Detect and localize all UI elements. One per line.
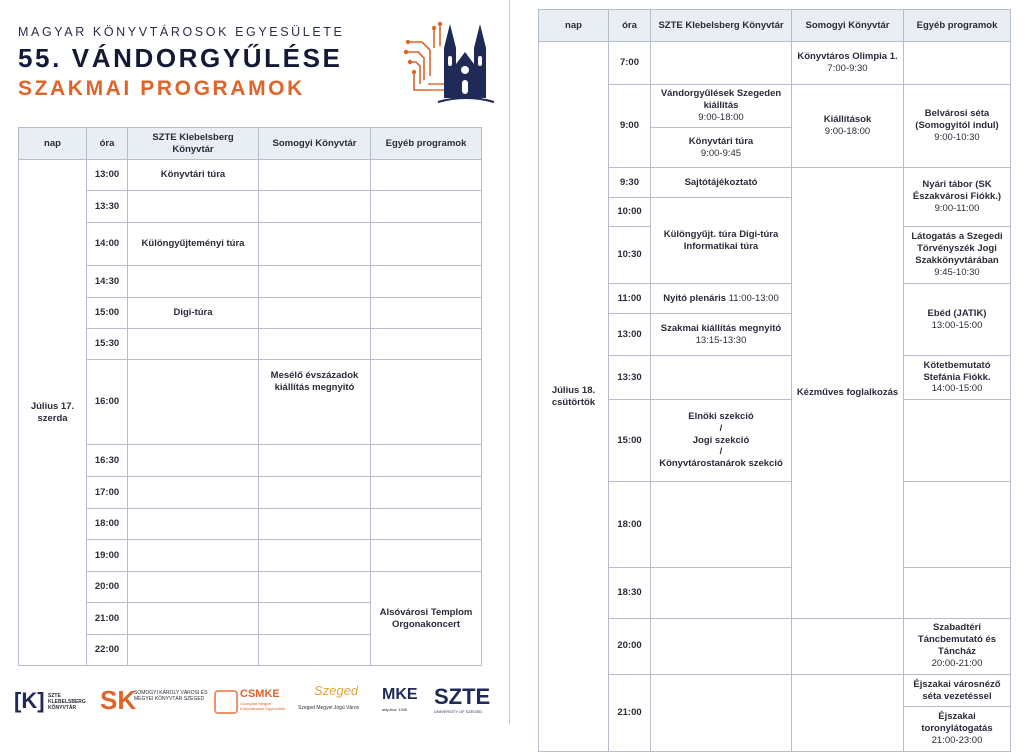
empty-cell	[651, 618, 792, 674]
time-cell: 18:00	[609, 482, 651, 568]
somogyi-sk-icon: SK	[100, 685, 137, 715]
time-cell: 21:00	[87, 603, 128, 635]
time-cell: 16:30	[87, 445, 128, 477]
time-cell: 22:00	[87, 635, 128, 666]
somogyi-logo: SK SOMOGYI KÁROLY VÁROSI ÉS MEGYEI KÖNYVTÁR SZEGED	[100, 685, 208, 715]
empty-cell	[371, 298, 482, 329]
time-cell: 13:30	[609, 356, 651, 400]
empty-cell	[371, 540, 482, 572]
empty-cell	[259, 223, 371, 266]
time-cell: 15:30	[87, 329, 128, 360]
time-cell: 20:00	[87, 572, 128, 603]
empty-cell	[904, 568, 1011, 619]
empty-cell	[651, 42, 792, 85]
empty-cell	[259, 572, 371, 603]
empty-cell	[792, 674, 904, 751]
col-header-ora: óra	[609, 10, 651, 42]
empty-cell	[128, 329, 259, 360]
col-header-nap: nap	[539, 10, 609, 42]
empty-cell	[371, 509, 482, 540]
empty-cell	[651, 568, 792, 619]
program-cell: Nyitó plenáris 11:00-13:00	[651, 284, 792, 314]
col-header-nap: nap	[19, 128, 87, 160]
program-cell: Szakmai kiállítás megnyitó 13:15-13:30	[651, 314, 792, 356]
klebelsberg-logo: [K] SZTE KLEBELSBERG KÖNYVTÁR	[14, 688, 86, 713]
empty-cell	[128, 477, 259, 509]
program-cell: Könyvtári túra	[128, 160, 259, 191]
time-cell: 9:00	[609, 85, 651, 168]
cathedral-logo-icon	[400, 18, 496, 110]
schedule-table-day1	[18, 127, 482, 666]
empty-cell	[259, 477, 371, 509]
klebelsberg-k-icon: [K]	[14, 688, 45, 713]
time-cell: 19:00	[87, 540, 128, 572]
empty-cell	[259, 266, 371, 298]
col-header-somogyi: Somogyi Könyvtár	[259, 128, 371, 160]
day-label: Július 18. csütörtök	[539, 42, 609, 752]
program-cell: Könyvtári túra 9:00-9:45	[651, 128, 792, 168]
time-cell: 13:00	[609, 314, 651, 356]
empty-cell	[904, 42, 1011, 85]
empty-cell	[128, 540, 259, 572]
program-cell: Éjszakai városnéző séta vezetéssel Éjszakai toronylátogatás 21:00-23:00	[904, 674, 1011, 751]
csmke-logo: CSMKE Csongrád Megyei Könyvtárosok Egyesülete	[214, 684, 288, 718]
program-cell: Alsóvárosi Templom Orgonakoncert	[371, 572, 482, 666]
empty-cell	[259, 635, 371, 666]
program-cell: Különgyűjteményi túra	[128, 223, 259, 266]
col-header-szte: SZTE Klebelsberg Könyvtár	[128, 128, 259, 160]
time-cell: 13:00	[87, 160, 128, 191]
program-cell: Könyvtáros Olimpia 1. 7:00-9:30	[792, 42, 904, 85]
time-cell: 16:00	[87, 360, 128, 445]
empty-cell	[128, 635, 259, 666]
empty-cell	[259, 540, 371, 572]
empty-cell	[904, 482, 1011, 568]
time-cell: 15:00	[609, 400, 651, 482]
empty-cell	[371, 360, 482, 445]
time-cell: 10:30	[609, 227, 651, 284]
time-cell: 11:00	[609, 284, 651, 314]
left-page	[0, 0, 508, 724]
empty-cell	[128, 572, 259, 603]
col-header-ora: óra	[87, 128, 128, 160]
empty-cell	[651, 674, 792, 751]
program-cell: Kiállítások 9:00-18:00	[792, 85, 904, 168]
empty-cell	[259, 603, 371, 635]
time-cell: 13:30	[87, 191, 128, 223]
time-cell: 18:00	[87, 509, 128, 540]
empty-cell	[371, 445, 482, 477]
empty-cell	[371, 160, 482, 191]
program-cell: Kézműves foglalkozás	[792, 168, 904, 619]
empty-cell	[259, 329, 371, 360]
time-cell: 14:30	[87, 266, 128, 298]
program-cell: Kötetbemutató Stefánia Fiókk. 14:00-15:00	[904, 356, 1011, 400]
program-cell: Vándorgyűlések Szegeden kiállítás 9:00-18:00	[651, 85, 792, 128]
mke-logo: MKE alapítva: 1935	[382, 686, 418, 712]
program-cell: Különgyűjt. túra Digi-túra Informatikai túra	[651, 198, 792, 284]
page-title: 55. VÁNDORGYŰLÉSE	[18, 43, 343, 73]
schedule-table-day2	[538, 9, 1011, 752]
szte-logo: SZTE UNIVERSITY OF SZEGED	[434, 684, 491, 714]
empty-cell	[904, 400, 1011, 482]
sponsor-logos	[14, 684, 504, 718]
right-page	[511, 0, 1024, 747]
program-cell: Nyári tábor (SK Északvárosi Fiókk.) 9:00-11:00	[904, 168, 1011, 227]
col-header-egyeb: Egyéb programok	[904, 10, 1011, 42]
empty-cell	[128, 191, 259, 223]
page-subtitle: SZAKMAI PROGRAMOK	[18, 77, 305, 100]
empty-cell	[259, 445, 371, 477]
time-cell: 17:00	[87, 477, 128, 509]
empty-cell	[371, 329, 482, 360]
empty-cell	[371, 223, 482, 266]
page-divider	[509, 0, 510, 724]
empty-cell	[371, 191, 482, 223]
empty-cell	[128, 360, 259, 445]
time-cell: 15:00	[87, 298, 128, 329]
empty-cell	[128, 509, 259, 540]
time-cell: 21:00	[609, 674, 651, 751]
day-label: Július 17. szerda	[19, 160, 87, 666]
empty-cell	[259, 298, 371, 329]
program-cell: Szabadtéri Táncbemutató és Táncház 20:00-21:00	[904, 618, 1011, 674]
col-header-somogyi: Somogyi Könyvtár	[792, 10, 904, 42]
csmke-mark-icon	[214, 690, 238, 714]
empty-cell	[128, 266, 259, 298]
time-cell: 7:00	[609, 42, 651, 85]
program-cell: Elnöki szekció / Jogi szekció / Könyvtárostanárok szekció	[651, 400, 792, 482]
empty-cell	[259, 509, 371, 540]
time-cell: 14:00	[87, 223, 128, 266]
program-cell: Ebéd (JATIK) 13:00-15:00	[904, 284, 1011, 356]
empty-cell	[651, 356, 792, 400]
program-cell: Látogatás a Szegedi Törvényszék Jogi Szakkönyvtárában 9:45-10:30	[904, 227, 1011, 284]
program-cell: Mesélő évszázadok kiállítás megnyitó	[259, 360, 371, 445]
time-cell: 18:30	[609, 568, 651, 619]
empty-cell	[792, 618, 904, 674]
program-cell: Digi-túra	[128, 298, 259, 329]
empty-cell	[371, 477, 482, 509]
time-cell: 20:00	[609, 618, 651, 674]
empty-cell	[128, 445, 259, 477]
col-header-szte: SZTE Klebelsberg Könyvtár	[651, 10, 792, 42]
program-cell: Sajtótájékoztató	[651, 168, 792, 198]
program-cell: Belvárosi séta (Somogyitól indul) 9:00-10:30	[904, 85, 1011, 168]
empty-cell	[371, 266, 482, 298]
col-header-egyeb: Egyéb programok	[371, 128, 482, 160]
org-name: MAGYAR KÖNYVTÁROSOK EGYESÜLETE	[18, 25, 345, 39]
empty-cell	[259, 160, 371, 191]
time-cell: 9:30	[609, 168, 651, 198]
time-cell: 10:00	[609, 198, 651, 227]
empty-cell	[128, 603, 259, 635]
empty-cell	[259, 191, 371, 223]
szeged-logo: Szeged Szeged Megyei Jogú Város	[298, 683, 360, 711]
empty-cell	[651, 482, 792, 568]
